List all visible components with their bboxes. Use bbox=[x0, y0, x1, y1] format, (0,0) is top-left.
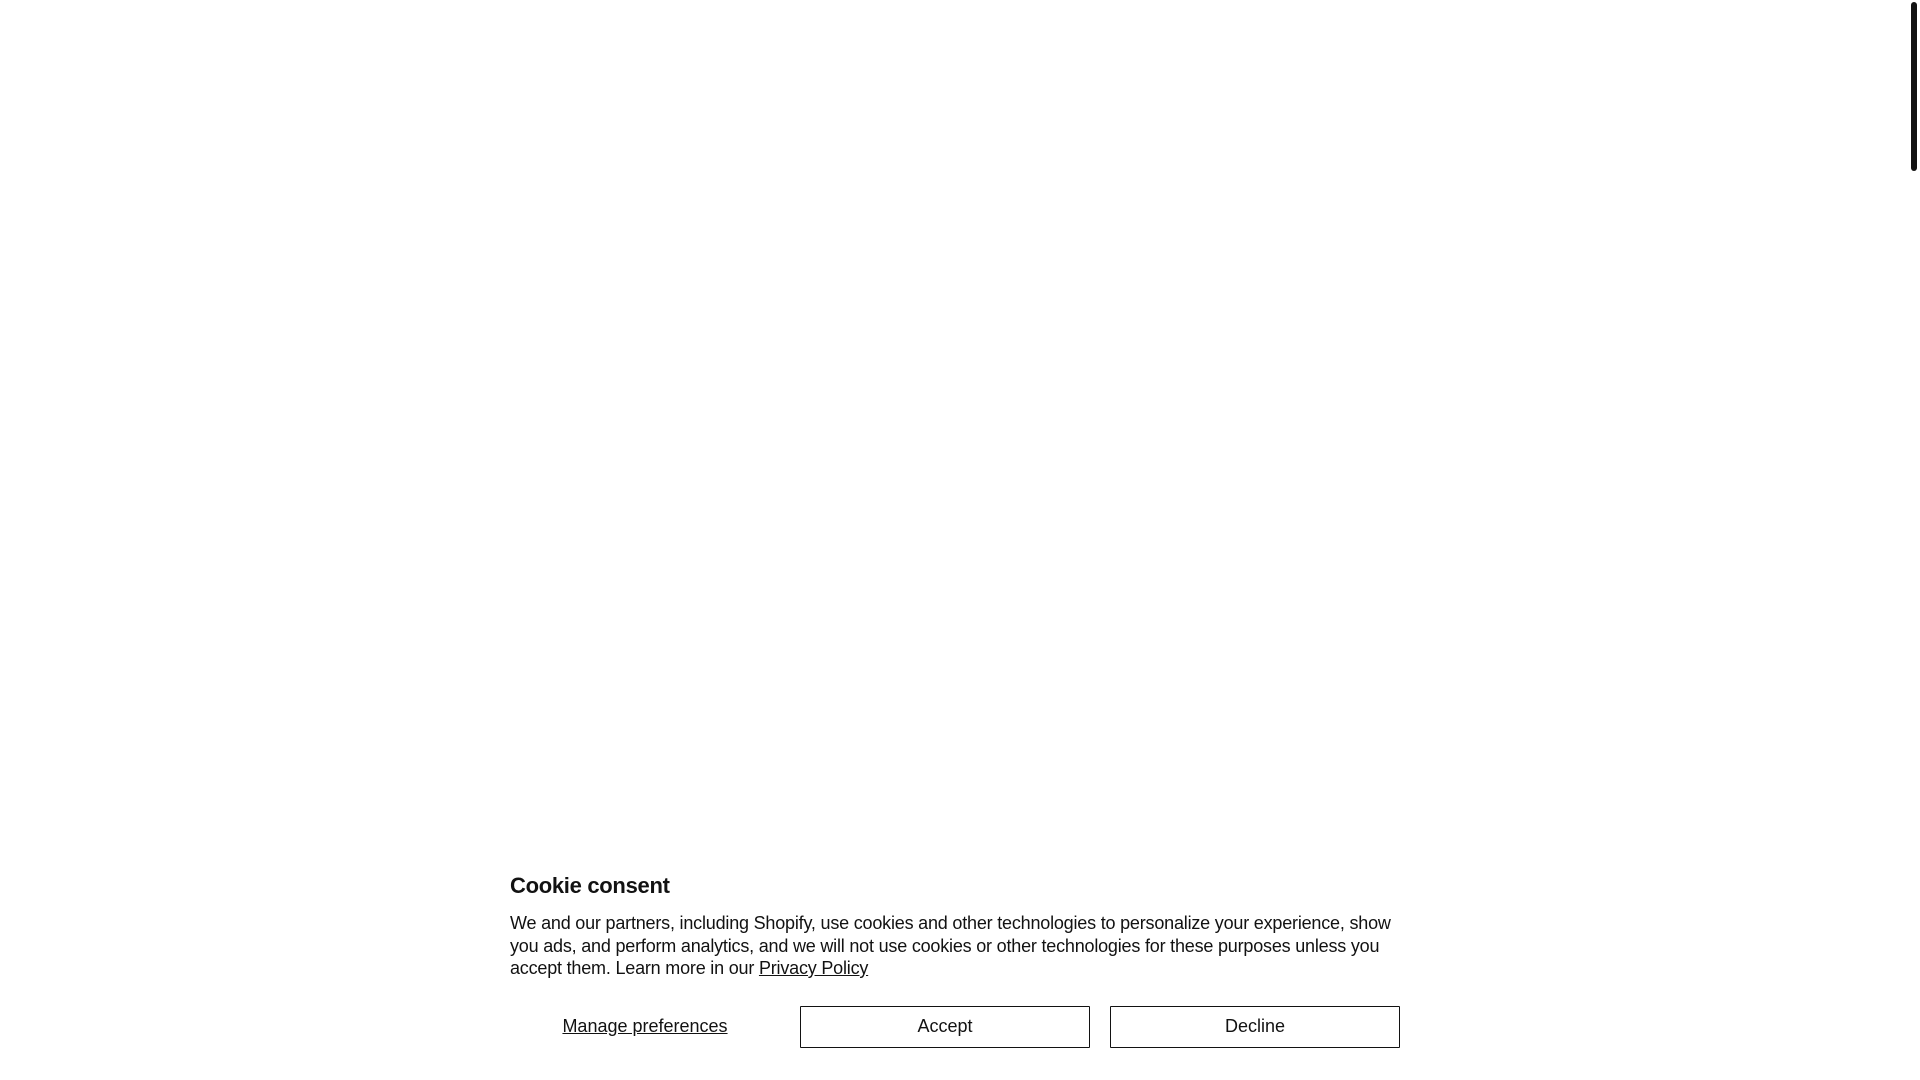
cookie-consent-banner bbox=[510, 872, 1402, 1048]
cookie-consent-title: Cookie consent bbox=[510, 873, 670, 898]
page-scrollbar[interactable] bbox=[1911, 2, 1917, 171]
decline-button[interactable]: Decline bbox=[1110, 1006, 1400, 1048]
privacy-policy-link[interactable]: Privacy Policy bbox=[758, 958, 869, 978]
cookie-consent-body: We and our partners, including Shopify, use cookies and other technologies to personalize your experience, show you ads, and perform analytics, and we will not use cookies or other technologies for these purposes unless you accept them. Learn more in our bbox=[510, 913, 1391, 978]
cookie-consent-text bbox=[510, 912, 1402, 980]
cookie-consent-actions bbox=[510, 1006, 1402, 1048]
manage-preferences-button[interactable]: Manage preferences bbox=[562, 1016, 728, 1036]
accept-button[interactable]: Accept bbox=[800, 1006, 1090, 1048]
